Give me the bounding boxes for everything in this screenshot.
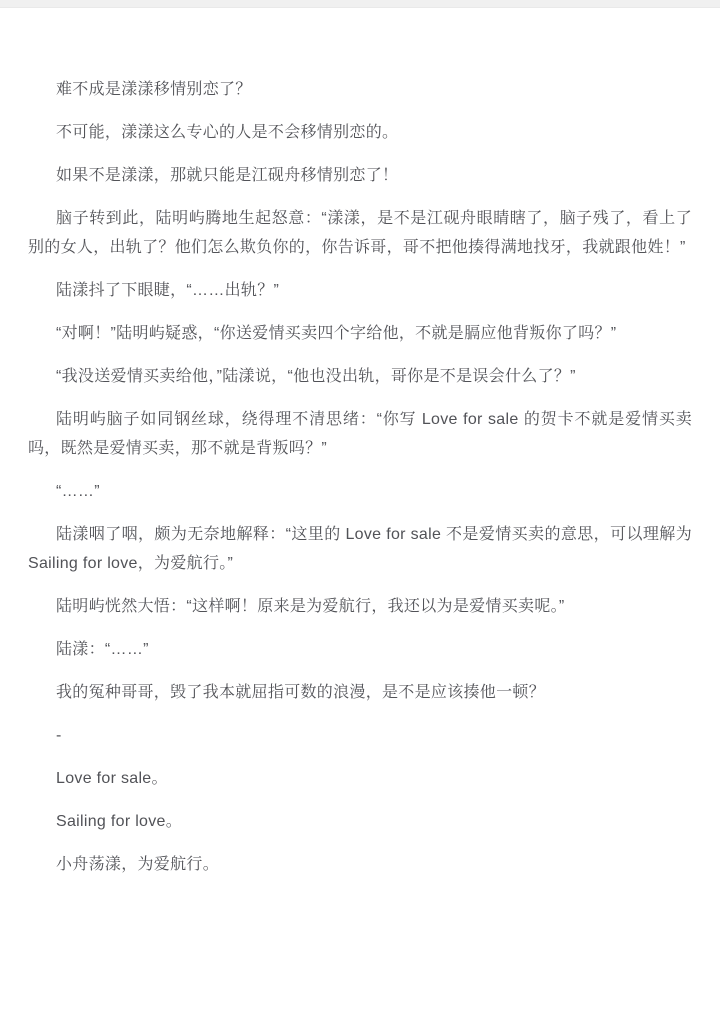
paragraph: 难不成是漾漾移情别恋了？ xyxy=(56,81,252,98)
paragraph: 陆漾咽了咽，颇为无奈地解释：“这里的 Love for sale 不是爱情买卖的意思，可以理解为 Sailing for love，为爱航行。” xyxy=(28,526,692,572)
paragraph: 陆明屿脑子如同钢丝球，绕得理不清思绪：“你写 Love for sale 的贺卡不就是爱情买卖吗，既然是爱情买卖，那不就是背叛吗？” xyxy=(28,411,692,457)
paragraph: “对啊！”陆明屿疑惑，“你送爱情买卖四个字给他，不就是膈应他背叛你了吗？” xyxy=(56,325,617,342)
paragraph: 我的冤种哥哥，毁了我本就屈指可数的浪漫，是不是应该揍他一顿？ xyxy=(56,684,546,701)
paragraph: “……” xyxy=(56,483,100,500)
paragraph: 陆漾：“……” xyxy=(56,641,149,658)
paragraph: “我没送爱情买卖给他，”陆漾说，“他也没出轨，哥你是不是误会什么了？” xyxy=(56,368,576,385)
novel-text-body xyxy=(28,75,692,879)
paragraph: - xyxy=(56,727,62,744)
paragraph: 如果不是漾漾，那就只能是江砚舟移情别恋了！ xyxy=(56,167,399,184)
paragraph: 陆明屿恍然大悟：“这样啊！原来是为爱航行，我还以为是爱情买卖呢。” xyxy=(56,598,565,615)
paragraph: 不可能，漾漾这么专心的人是不会移情别恋的。 xyxy=(56,124,399,141)
paragraph: 脑子转到此，陆明屿腾地生起怒意：“漾漾，是不是江砚舟眼睛瞎了，脑子残了，看上了别的女人，出轨了？他们怎么欺负你的，你告诉哥，哥不把他揍得满地找牙，我就跟他姓！” xyxy=(28,210,692,256)
reader-page[interactable] xyxy=(0,8,720,1010)
paragraph: 陆漾抖了下眼睫，“……出轨？” xyxy=(56,282,280,299)
top-bar xyxy=(0,0,720,8)
paragraph: 小舟荡漾，为爱航行。 xyxy=(56,856,220,873)
paragraph: Sailing for love。 xyxy=(56,813,183,830)
paragraph: Love for sale。 xyxy=(56,770,168,787)
